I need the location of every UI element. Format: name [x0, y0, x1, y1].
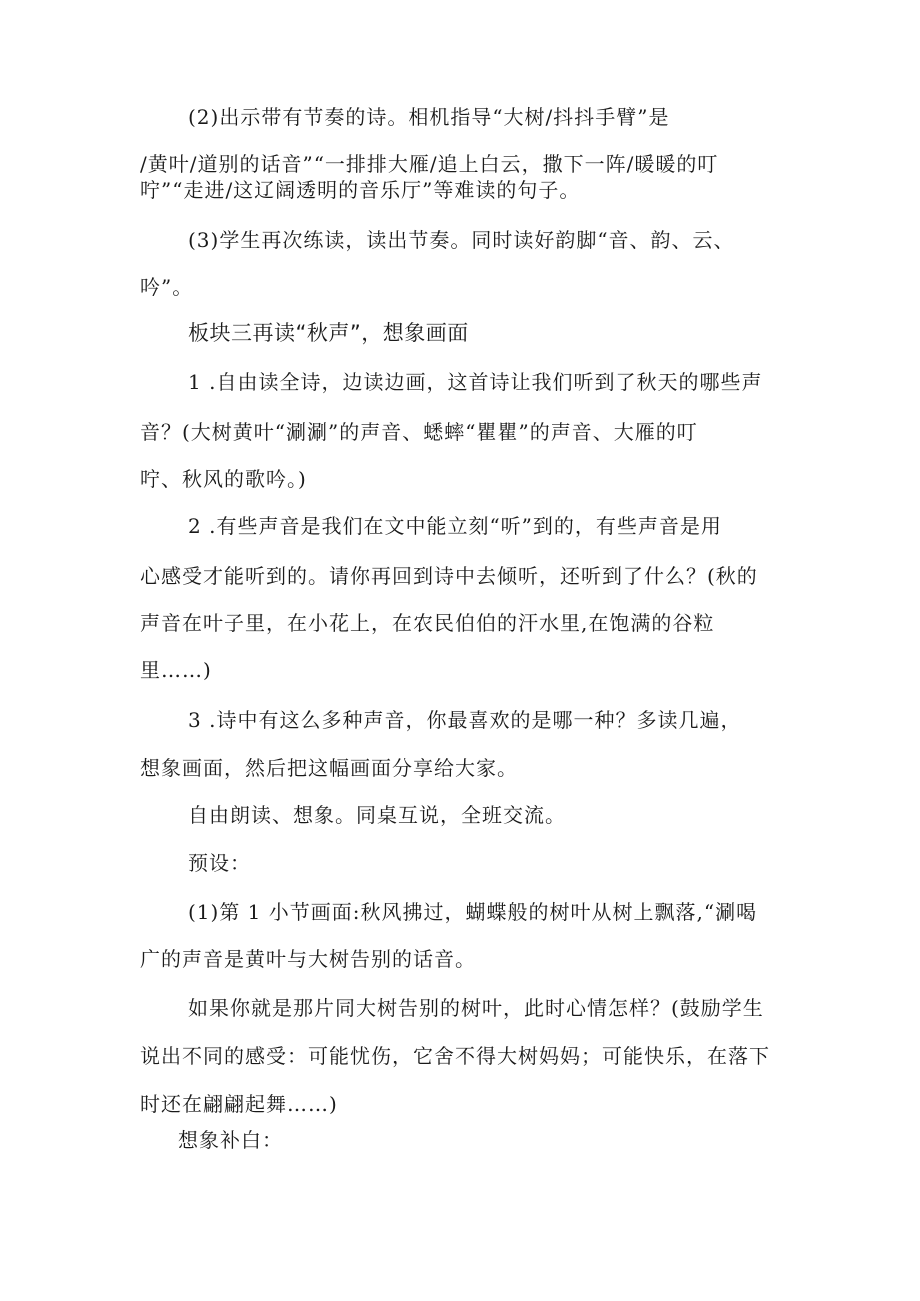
item2-line1: 2 .有些声音是我们在文中能立刻“听”到的，有些声音是用: [188, 514, 722, 538]
section-heading: 板块三再读“秋声”，想象画面: [188, 321, 469, 345]
item2-line4: 里……): [140, 658, 212, 682]
preset1-line2: 广的声音是黄叶与大树告别的话音。: [140, 947, 476, 971]
item3-line1: 3 .诗中有这么多种声音，你最喜欢的是哪一种？多读几遍，: [188, 708, 742, 732]
question-line2: 说出不同的感受：可能忧伤，它舍不得大树妈妈；可能快乐，在落下: [140, 1044, 770, 1068]
item1-line1: 1 .自由读全诗，边读边画，这首诗让我们听到了秋天的哪些声: [188, 370, 763, 394]
item2-line3: 声音在叶子里，在小花上，在农民伯伯的汗水里,在饱满的谷粒: [140, 611, 715, 635]
para3-line2: 吟”。: [140, 275, 194, 299]
item2-line2: 心感受才能听到的。请你再回到诗中去倾听，还听到了什么？(秋的: [140, 564, 758, 588]
item3-line2: 想象画面，然后把这幅画面分享给大家。: [140, 756, 518, 780]
para2-line3: 咛”“走进/这辽阔透明的音乐厅”等难读的句子。: [140, 178, 581, 202]
question-line3: 时还在翩翩起舞……): [140, 1092, 338, 1116]
preset-label: 预设：: [188, 851, 251, 875]
question-line1: 如果你就是那片同大树告别的树叶，此时心情怎样？(鼓励学生: [188, 996, 764, 1020]
preset1-line1: (1)第 1 小节画面:秋风拂过，蝴蝶般的树叶从树上飘落,“涮喝: [188, 900, 758, 924]
para2-line1: (2)出示带有节奏的诗。相机指导“大树/抖抖手臂”是: [188, 105, 670, 129]
para3-line1: (3)学生再次练读，读出节奏。同时读好韵脚“音、韵、云、: [188, 228, 735, 252]
item1-line3: 咛、秋风的歌吟。): [140, 467, 307, 491]
imagine-label: 想象补白：: [178, 1128, 283, 1152]
item1-line2: 音？(大树黄叶“涮涮”的声音、蟋蟀“瞿瞿”的声音、大雁的叮: [140, 420, 698, 444]
free-read-line: 自由朗读、想象。同桌互说，全班交流。: [188, 803, 566, 827]
para2-line2: /黄叶/道别的话音”“一排排大雁/追上白云，撒下一阵/暖暖的叮: [140, 152, 719, 176]
